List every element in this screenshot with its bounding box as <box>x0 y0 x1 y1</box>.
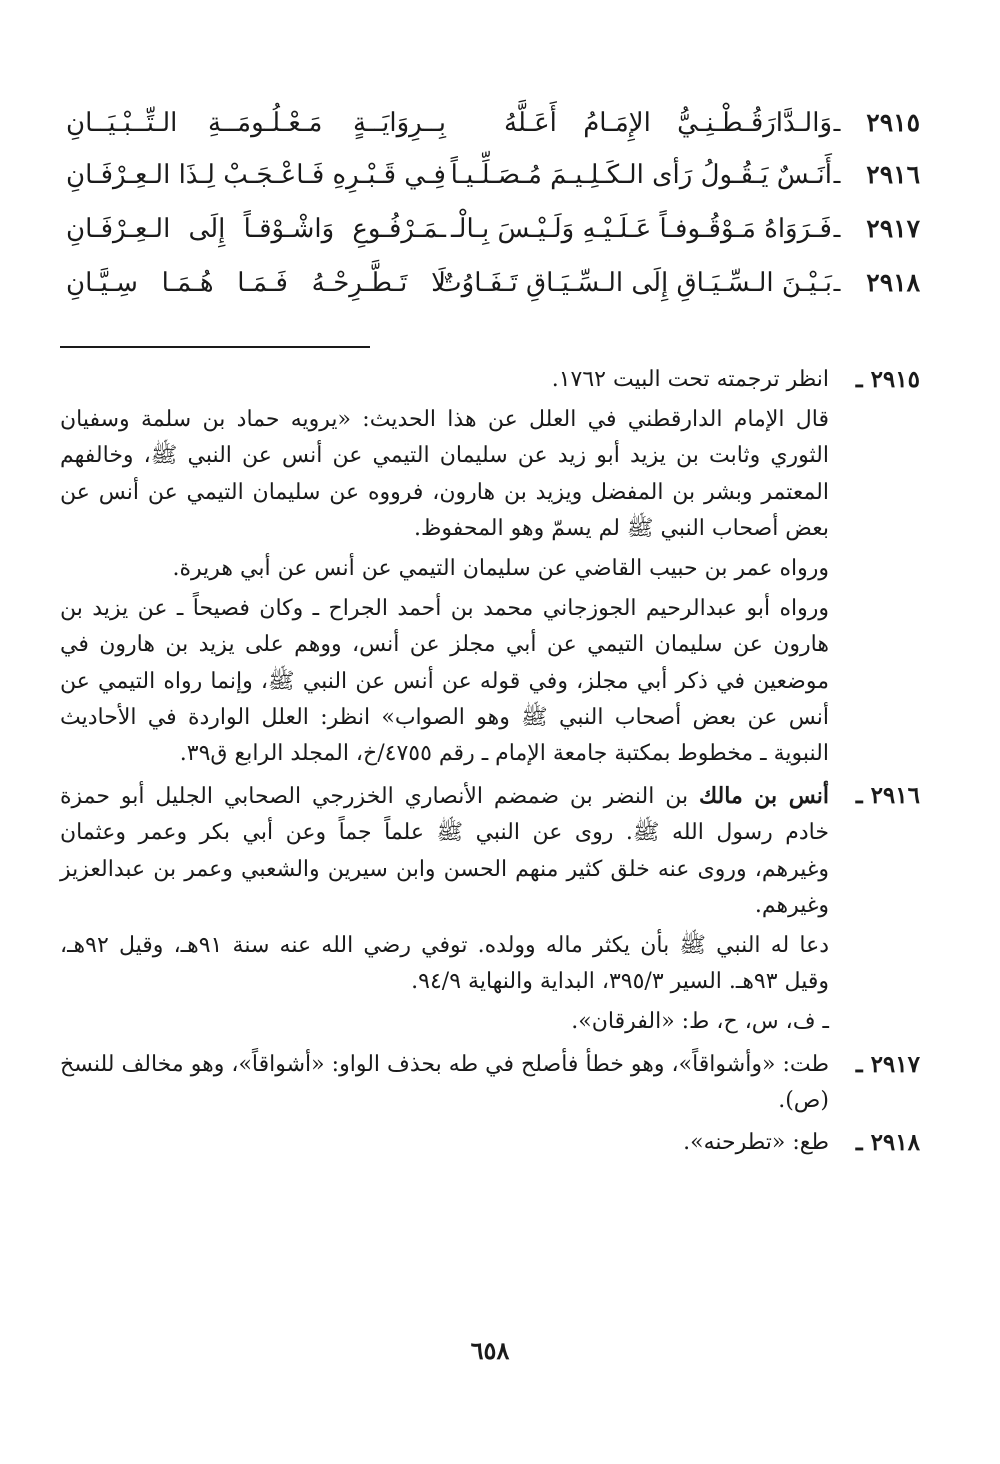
verse-number: ٢٩١٥ <box>866 108 920 137</box>
verse-first-hemistich: فَـرَوَاهُ مَـوْقُـوفـاً عَـلَـيْـهِ وَلَـيْـسَ بِـالْـ <box>450 214 832 244</box>
verse-dash: ـ <box>833 163 841 189</box>
verse-number: ٢٩١٦ <box>866 160 920 189</box>
footnote-2918 <box>60 1125 920 1165</box>
person-name: أنس بن مالك <box>699 783 829 810</box>
verse-second-hemistich: فِـي قَـبْـرِهِ فَـاعْـجَـبْ لِـذَا الـعِـرْفَـانِ <box>65 160 446 190</box>
footnote-2917 <box>60 1047 920 1123</box>
footnote-number: ٢٩١٧ ـ <box>855 1050 920 1078</box>
verse-2915 <box>60 108 920 158</box>
verse-second-hemistich: بِــرِوَايَــةٍ مَـعْـلُـومَــةِ الـتِّــبْـيَــانِ <box>66 108 446 138</box>
verse-second-hemistich: لَا تَـطَّـرِحْـهُ فَـمَـا هُـمَـا سِـيَّـانِ <box>66 268 446 298</box>
footnote-body <box>60 778 829 1044</box>
page-number: ٦٥٨ <box>470 1336 510 1365</box>
footnote-paragraph: ـ ف، س، ح، ط: «الفرقان». <box>571 1009 829 1035</box>
verse-2916 <box>60 160 920 210</box>
verse-number: ٢٩١٨ <box>866 268 920 297</box>
footnote-paragraph: ورواه أبو عبدالرحيم الجوزجاني محمد بن أحمد الجراح ـ وكان فصيحاً ـ عن يزيد بن هارون عن سليمان التيمي عن أبي مجلز عن أنس، ووهم على يزيد بن هارون في موضعين في ذكر أبي مجلز، وفي قوله عن أنس عن النبي ﷺ، وإنما رواه التيمي عن أنس عن بعض أصحاب النبي ﷺ وهو الصواب» انظر: العلل الواردة في الأحاديث النبوية ـ مخطوط بمكتبة جامعة الإمام ـ رقم ٤٧٥٥/خ، المجلد الرابع ق٣٩. <box>60 596 829 767</box>
footnote-2916 <box>60 778 920 1044</box>
verse-first-hemistich: بَـيْـنَ الـسِّـيَـاقِ إِلَى الـسِّـيَـاقِ تَـفَـاوُتٌ <box>437 268 832 298</box>
footnote-paragraph: دعا له النبي ﷺ بأن يكثر ماله وولده. توفي رضي الله عنه سنة ٩١هـ، وقيل ٩٢هـ، وقيل ٩٣هـ. السير ٣٩٥/٣، البداية والنهاية ٩٤/٩. <box>60 933 829 995</box>
footnote-number: ٢٩١٦ ـ <box>855 782 920 810</box>
verse-dash: ـ <box>833 111 841 137</box>
verse-2918 <box>60 268 920 318</box>
verse-number: ٢٩١٧ <box>866 214 920 243</box>
footnote-number: ٢٩١٥ ـ <box>855 366 920 393</box>
verse-dash: ـ <box>833 271 841 297</box>
verse-dash: ـ <box>833 217 841 243</box>
verse-second-hemistich: ـمَـرْفُـوعِ وَاشْـوْقـاً إِلَى الـعِـرْفَـانِ <box>66 214 446 244</box>
footnote-body <box>60 1125 829 1165</box>
footnote-body <box>60 362 829 776</box>
footnote-paragraph <box>60 778 829 924</box>
verse-first-hemistich: وَالـدَّارَقُـطْـنِـيُّ الإِمَـامُ أَعَـلَّهُ <box>504 108 832 138</box>
footnote-separator <box>60 346 370 348</box>
page <box>60 0 920 1464</box>
footnote-number: ٢٩١٨ ـ <box>855 1129 920 1157</box>
footnote-body <box>60 1047 829 1123</box>
footnote-2915 <box>60 362 920 776</box>
footnote-paragraph: انظر ترجمته تحت البيت ١٧٦٢. <box>551 367 829 392</box>
footnote-paragraph: قال الإمام الدارقطني في العلل عن هذا الحديث: «يرويه حماد بن سلمة وسفيان الثوري وثابت بن يزيد أبو زيد عن سليمان التيمي عن أنس عن النبي ﷺ، وخالفهم المعتمر وبشر بن المفضل ويزيد بن هارون، فرووه عن سليمان التيمي عن أنس عن بعض أصحاب النبي ﷺ لم يسمّ وهو المحفوظ. <box>60 407 829 541</box>
verse-2917 <box>60 214 920 264</box>
footnotes <box>60 362 920 1167</box>
verse-first-hemistich: أَنَـسٌ يَـقُـولُ رَأى الـكَـلِـيـمَ مُـصَـلِّـيـاً <box>450 160 832 190</box>
footnote-paragraph: طع: «تطرحنه». <box>683 1130 829 1156</box>
footnote-paragraph: طت: «وأشواقاً»، وهو خطأ فأصلح في طه بحذف الواو: «أشواقاً»، وهو مخالف للنسخ (ص). <box>60 1051 829 1113</box>
biography-text: بن النضر بن ضمضم الأنصاري الخزرجي الصحابي الجليل أبو حمزة خادم رسول الله ﷺ. روى عن النبي ﷺ علماً جماً وعن أبي بكر وعمر وعثمان وغيرهم، وروى عنه خلق كثير منهم الحسن وابن سيرين والشعبي وعمر بن عبدالعزيز وغيرهم. <box>60 784 829 918</box>
footnote-paragraph: ورواه عمر بن حبيب القاضي عن سليمان التيمي عن أنس عن أبي هريرة. <box>172 556 829 582</box>
